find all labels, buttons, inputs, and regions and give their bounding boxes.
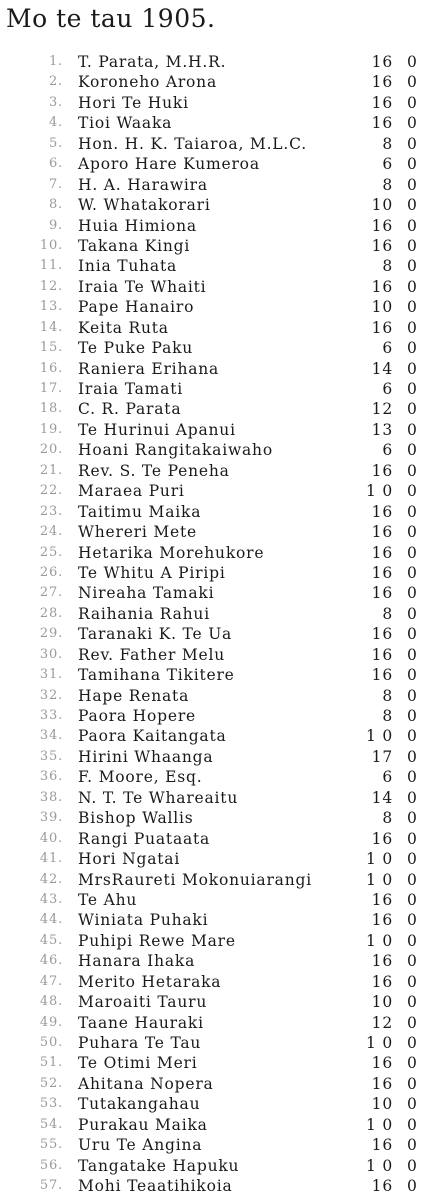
amount-pounds: 16 — [371, 625, 393, 644]
list-item — [0, 113, 437, 133]
amount-pounds: 6 — [382, 441, 393, 460]
subscriber-name: Taitimu Maika — [78, 502, 202, 521]
entry-number: 52. — [39, 1075, 63, 1091]
amount-pounds: 1 0 — [365, 850, 393, 869]
entry-number: 17. — [39, 381, 63, 396]
amount-pounds: 13 — [371, 420, 393, 439]
amount-shillings: 0 — [407, 952, 418, 971]
amount-shillings: 0 — [407, 543, 418, 562]
list-item — [0, 747, 437, 767]
amount-shillings: 0 — [407, 482, 418, 501]
amount-shillings: 0 — [407, 236, 418, 255]
entry-number: 32. — [39, 687, 63, 703]
subscriber-name: T. Parata, M.H.R. — [78, 53, 227, 71]
subscriber-name: Paora Hopere — [78, 707, 197, 725]
entry-number: 14. — [39, 319, 63, 335]
entry-number: 25. — [39, 544, 63, 560]
entry-number: 28. — [39, 605, 63, 621]
amount-pounds: 6 — [382, 155, 393, 174]
amount-pounds: 16 — [371, 543, 393, 562]
subscriber-name: Hanara Ihaka — [78, 952, 196, 971]
subscriber-name: C. R. Parata — [78, 400, 182, 419]
entry-number: 6. — [48, 156, 63, 172]
entry-number: 29. — [39, 626, 63, 642]
entry-number: 4. — [48, 115, 63, 131]
entry-number: 47. — [39, 973, 63, 989]
amount-shillings: 0 — [407, 604, 418, 623]
amount-shillings: 0 — [407, 625, 418, 644]
entry-number: 42. — [39, 871, 63, 887]
amount-shillings: 0 — [407, 788, 418, 807]
amount-pounds: 16 — [371, 216, 393, 235]
amount-pounds: 1 0 — [365, 870, 393, 889]
subscriber-name: Purakau Maika — [78, 1115, 208, 1134]
subscriber-name: Maraea Puri — [78, 482, 185, 501]
amount-shillings: 0 — [407, 175, 418, 194]
entry-number: 51. — [39, 1055, 63, 1071]
amount-shillings: 0 — [407, 461, 418, 480]
amount-pounds: 16 — [371, 1054, 393, 1073]
subscriber-name: Paora Kaitangata — [78, 727, 227, 746]
amount-pounds: 16 — [371, 1136, 393, 1155]
list-item — [0, 583, 437, 603]
entry-number: 24. — [39, 524, 63, 540]
amount-shillings: 0 — [407, 563, 418, 582]
entry-number: 12. — [39, 278, 63, 294]
subscriber-name: Tamihana Tikitere — [78, 666, 235, 685]
amount-shillings: 0 — [407, 972, 418, 991]
list-item — [0, 1053, 437, 1073]
entry-number: 8. — [48, 197, 63, 213]
amount-shillings: 0 — [407, 114, 418, 133]
amount-shillings: 0 — [407, 1115, 418, 1134]
amount-shillings: 0 — [407, 155, 418, 174]
entry-number: 57. — [39, 1178, 63, 1194]
amount-pounds: 16 — [371, 1177, 393, 1196]
list-item — [0, 481, 437, 501]
entry-number: 54. — [39, 1116, 63, 1132]
list-item — [0, 154, 437, 174]
amount-pounds: 16 — [371, 890, 393, 909]
amount-pounds: 16 — [371, 114, 393, 133]
amount-pounds: 16 — [371, 523, 393, 542]
subscriber-name: Hori Te Huki — [78, 93, 189, 112]
subscriber-name: Te Puke Paku — [78, 339, 194, 358]
amount-shillings: 0 — [407, 73, 418, 92]
amount-pounds: 16 — [371, 53, 393, 71]
amount-pounds: 16 — [371, 277, 393, 296]
list-item — [0, 1176, 437, 1196]
list-item — [0, 72, 437, 92]
list-item — [0, 931, 437, 951]
subscriber-name: Taranaki K. Te Ua — [78, 625, 233, 644]
list-item — [0, 338, 437, 358]
amount-pounds: 12 — [371, 1013, 393, 1032]
subscriber-name: W. Whatakorari — [78, 196, 211, 215]
entry-number: 15. — [39, 340, 63, 356]
amount-shillings: 0 — [407, 1074, 418, 1093]
list-item — [0, 645, 437, 665]
entry-number: 56. — [39, 1157, 63, 1173]
entry-number: 27. — [39, 585, 63, 601]
amount-pounds: 17 — [371, 747, 393, 766]
amount-shillings: 0 — [407, 931, 418, 950]
amount-shillings: 0 — [407, 747, 418, 766]
amount-pounds: 16 — [371, 93, 393, 112]
subscriber-name: Ahitana Nopera — [78, 1074, 214, 1093]
subscriber-name: Takana Kingi — [78, 236, 191, 255]
subscriber-name: Bishop Wallis — [78, 809, 194, 828]
amount-pounds: 16 — [371, 829, 393, 848]
entry-number: 48. — [39, 994, 63, 1010]
list-item — [0, 563, 437, 583]
subscriber-name: Te Otimi Meri — [78, 1054, 198, 1073]
entry-number: 39. — [39, 810, 63, 826]
entry-number: 16. — [39, 360, 63, 376]
amount-shillings: 0 — [407, 768, 418, 787]
list-item — [0, 522, 437, 542]
amount-shillings: 0 — [407, 216, 418, 235]
entry-number: 9. — [48, 217, 63, 233]
amount-shillings: 0 — [407, 380, 418, 398]
list-item — [0, 972, 437, 992]
entry-number: 34. — [39, 728, 63, 744]
entry-number: 19. — [39, 421, 63, 437]
amount-pounds: 6 — [382, 339, 393, 358]
amount-pounds: 6 — [382, 380, 393, 398]
subscriber-name: Mohi Teaatihikoia — [78, 1177, 233, 1196]
list-item — [0, 992, 437, 1012]
list-item — [0, 1013, 437, 1033]
amount-pounds: 10 — [371, 993, 393, 1012]
amount-pounds: 10 — [371, 1095, 393, 1114]
list-item — [0, 461, 437, 481]
amount-shillings: 0 — [407, 666, 418, 685]
subscriber-name: Hirini Whaanga — [78, 747, 214, 766]
entry-number: 26. — [39, 564, 63, 580]
amount-shillings: 0 — [407, 686, 418, 705]
list-item — [0, 624, 437, 644]
list-item — [0, 216, 437, 236]
list-item — [0, 890, 437, 910]
amount-shillings: 0 — [407, 400, 418, 419]
amount-shillings: 0 — [407, 1095, 418, 1114]
entry-number: 38. — [39, 789, 63, 805]
amount-pounds: 16 — [371, 563, 393, 582]
entry-number: 40. — [39, 830, 63, 846]
subscriber-name: Whereri Mete — [78, 523, 198, 542]
subscriber-name: Tangatake Hapuku — [78, 1156, 240, 1175]
subscriber-name: Iraia Tamati — [78, 380, 183, 398]
list-item — [0, 788, 437, 808]
list-item — [0, 870, 437, 890]
amount-pounds: 8 — [382, 707, 393, 725]
amount-pounds: 16 — [371, 952, 393, 971]
list-item — [0, 318, 437, 338]
list-item — [0, 379, 437, 399]
amount-pounds: 10 — [371, 196, 393, 215]
amount-pounds: 8 — [382, 686, 393, 705]
amount-shillings: 0 — [407, 298, 418, 317]
entry-number: 21. — [39, 462, 63, 478]
list-item — [0, 849, 437, 869]
entry-number: 31. — [39, 667, 63, 683]
entry-number: 30. — [39, 646, 63, 662]
subscriber-name: Nireaha Tamaki — [78, 584, 215, 603]
entry-number: 13. — [39, 299, 63, 315]
subscriber-name: Uru Te Angina — [78, 1136, 203, 1155]
entry-number: 18. — [39, 401, 63, 417]
entry-number: 23. — [39, 503, 63, 519]
subscriber-name: Te Ahu — [78, 890, 138, 909]
entry-number: 11. — [39, 258, 63, 274]
list-item — [0, 767, 437, 787]
amount-pounds: 1 0 — [365, 931, 393, 950]
subscription-list — [0, 52, 437, 1197]
subscriber-name: H. A. Harawira — [78, 175, 208, 194]
amount-shillings: 0 — [407, 93, 418, 112]
subscriber-name: Keita Ruta — [78, 318, 169, 337]
amount-shillings: 0 — [407, 1136, 418, 1155]
entry-number: 46. — [39, 953, 63, 969]
amount-shillings: 0 — [407, 502, 418, 521]
subscriber-name: Taane Hauraki — [78, 1013, 204, 1032]
amount-pounds: 16 — [371, 318, 393, 337]
amount-pounds: 1 0 — [365, 1034, 393, 1052]
amount-pounds: 6 — [382, 768, 393, 787]
subscriber-name: Raniera Erihana — [78, 359, 220, 378]
amount-pounds: 8 — [382, 175, 393, 194]
list-item — [0, 1135, 437, 1155]
list-item — [0, 1156, 437, 1176]
amount-pounds: 1 0 — [365, 1115, 393, 1134]
amount-pounds: 16 — [371, 236, 393, 255]
amount-pounds: 14 — [371, 359, 393, 378]
list-item — [0, 175, 437, 195]
page-title: Mo te tau 1905. — [6, 4, 216, 33]
list-item — [0, 256, 437, 276]
list-item — [0, 665, 437, 685]
list-item — [0, 808, 437, 828]
list-item — [0, 686, 437, 706]
amount-shillings: 0 — [407, 257, 418, 276]
subscriber-name: Pape Hanairo — [78, 298, 195, 317]
entry-number: 10. — [39, 237, 63, 253]
entry-number: 2. — [48, 74, 63, 90]
amount-shillings: 0 — [407, 441, 418, 460]
amount-pounds: 16 — [371, 1074, 393, 1093]
entry-number: 50. — [39, 1035, 63, 1050]
amount-pounds: 10 — [371, 298, 393, 317]
subscriber-name: Puhara Te Tau — [78, 1034, 202, 1052]
entry-number: 3. — [48, 94, 63, 110]
amount-shillings: 0 — [407, 645, 418, 664]
entry-number: 41. — [39, 851, 63, 867]
amount-pounds: 16 — [371, 461, 393, 480]
list-item — [0, 1115, 437, 1135]
subscriber-name: Merito Hetaraka — [78, 972, 222, 991]
list-item — [0, 604, 437, 624]
entry-number: 45. — [39, 932, 63, 948]
subscriber-name: Tutakangahau — [78, 1095, 201, 1114]
subscriber-name: Rangi Puataata — [78, 829, 211, 848]
list-item — [0, 951, 437, 971]
amount-pounds: 1 0 — [365, 1156, 393, 1175]
amount-pounds: 8 — [382, 134, 393, 153]
amount-shillings: 0 — [407, 911, 418, 930]
amount-shillings: 0 — [407, 420, 418, 439]
amount-shillings: 0 — [407, 727, 418, 746]
amount-pounds: 8 — [382, 809, 393, 828]
subscriber-name: Aporo Hare Kumeroa — [78, 155, 260, 174]
amount-shillings: 0 — [407, 870, 418, 889]
amount-pounds: 8 — [382, 604, 393, 623]
subscriber-name: Raihania Rahui — [78, 604, 210, 623]
amount-shillings: 0 — [407, 809, 418, 828]
amount-pounds: 1 0 — [365, 482, 393, 501]
subscriber-name: Puhipi Rewe Mare — [78, 931, 236, 950]
entry-number: 53. — [39, 1096, 63, 1112]
amount-shillings: 0 — [407, 707, 418, 725]
list-item — [0, 502, 437, 522]
list-item — [0, 1074, 437, 1094]
subscriber-name: Winiata Puhaki — [78, 911, 209, 930]
subscriber-name: Hori Ngatai — [78, 850, 181, 869]
amount-shillings: 0 — [407, 993, 418, 1012]
entry-number: 33. — [39, 708, 63, 723]
entry-number: 7. — [48, 176, 63, 192]
amount-pounds: 16 — [371, 645, 393, 664]
subscriber-name: Rev. Father Melu — [78, 645, 226, 664]
subscriber-name: Inia Tuhata — [78, 257, 178, 276]
list-item — [0, 195, 437, 215]
subscriber-name: Te Hurinui Apanui — [78, 420, 236, 439]
subscriber-name: Koroneho Arona — [78, 73, 217, 92]
amount-shillings: 0 — [407, 584, 418, 603]
amount-shillings: 0 — [407, 1156, 418, 1175]
list-item — [0, 706, 437, 726]
entry-number: 35. — [39, 748, 63, 764]
list-item — [0, 359, 437, 379]
list-item — [0, 910, 437, 930]
amount-pounds: 14 — [371, 788, 393, 807]
amount-shillings: 0 — [407, 359, 418, 378]
entry-number: 55. — [39, 1137, 63, 1153]
subscriber-name: Rev. S. Te Peneha — [78, 461, 230, 480]
entry-number: 49. — [39, 1014, 63, 1030]
subscriber-name: Maroaiti Tauru — [78, 993, 208, 1012]
amount-pounds: 16 — [371, 666, 393, 685]
subscriber-name: MrsRaureti Mokonuiarangi — [78, 870, 312, 889]
entry-number: 43. — [39, 891, 63, 907]
amount-pounds: 16 — [371, 502, 393, 521]
list-item — [0, 134, 437, 154]
amount-shillings: 0 — [407, 850, 418, 869]
subscriber-name: Hetarika Morehukore — [78, 543, 265, 562]
entry-number: 22. — [39, 483, 63, 499]
list-item — [0, 52, 437, 72]
entry-number: 5. — [48, 135, 63, 151]
subscriber-name: Tioi Waaka — [78, 114, 173, 133]
list-item — [0, 1094, 437, 1114]
list-item — [0, 297, 437, 317]
list-item — [0, 829, 437, 849]
amount-shillings: 0 — [407, 1013, 418, 1032]
amount-pounds: 8 — [382, 257, 393, 276]
subscriber-name: Hoani Rangitakaiwaho — [78, 441, 273, 460]
amount-pounds: 16 — [371, 584, 393, 603]
subscriber-name: F. Moore, Esq. — [78, 768, 203, 787]
amount-shillings: 0 — [407, 277, 418, 296]
amount-shillings: 0 — [407, 134, 418, 153]
entry-number: 1. — [48, 54, 63, 69]
list-item — [0, 726, 437, 746]
amount-shillings: 0 — [407, 523, 418, 542]
amount-shillings: 0 — [407, 318, 418, 337]
list-item — [0, 1033, 437, 1053]
entry-number: 20. — [39, 442, 63, 458]
list-item — [0, 399, 437, 419]
subscriber-name: Huia Himiona — [78, 216, 197, 235]
amount-shillings: 0 — [407, 829, 418, 848]
amount-shillings: 0 — [407, 53, 418, 71]
amount-pounds: 16 — [371, 911, 393, 930]
amount-pounds: 1 0 — [365, 727, 393, 746]
amount-shillings: 0 — [407, 196, 418, 215]
list-item — [0, 236, 437, 256]
amount-shillings: 0 — [407, 1054, 418, 1073]
amount-pounds: 16 — [371, 73, 393, 92]
amount-shillings: 0 — [407, 890, 418, 909]
list-item — [0, 440, 437, 460]
subscriber-name: Hape Renata — [78, 686, 190, 705]
amount-pounds: 16 — [371, 972, 393, 991]
amount-shillings: 0 — [407, 339, 418, 358]
subscriber-name: Hon. H. K. Taiaroa, M.L.C. — [78, 134, 307, 153]
subscriber-name: Te Whitu A Piripi — [78, 563, 226, 582]
entry-number: 36. — [39, 769, 63, 785]
list-item — [0, 277, 437, 297]
amount-shillings: 0 — [407, 1034, 418, 1052]
amount-pounds: 12 — [371, 400, 393, 419]
subscriber-name: N. T. Te Whareaitu — [78, 788, 239, 807]
list-item — [0, 420, 437, 440]
list-item — [0, 543, 437, 563]
amount-shillings: 0 — [407, 1177, 418, 1196]
list-item — [0, 93, 437, 113]
subscriber-name: Iraia Te Whaiti — [78, 277, 207, 296]
entry-number: 44. — [39, 912, 63, 928]
